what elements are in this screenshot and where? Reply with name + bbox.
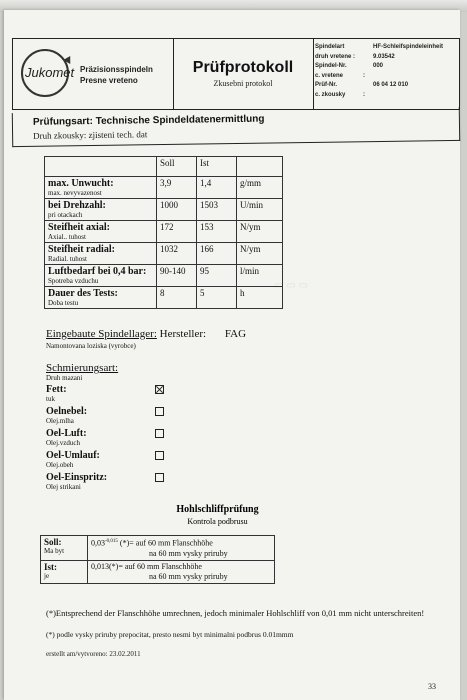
test-type-label: Prüfungsart: Technische Spindeldatenermittlung (32, 113, 265, 128)
test-type-sub: Druh zkousky: zjisteni tech. dat (33, 129, 148, 141)
title-box (173, 39, 314, 109)
hollow-grind-table (40, 535, 275, 584)
lubrication-option-fett: Fett: tuk (46, 384, 286, 403)
checkbox-icon[interactable] (155, 473, 164, 482)
checkbox-icon[interactable] (155, 407, 164, 416)
document-sheet (4, 10, 460, 700)
lubrication-option-oelnebel: Oelnebel: Olej.mlha (46, 406, 286, 425)
hollow-grind-title: Hohlschliffprüfung (176, 504, 259, 515)
meta-row: druh vretene : 9.03542 (315, 53, 395, 60)
logo-line1: Präzisionsspindeln (80, 65, 153, 74)
col-soll: Soll (157, 157, 197, 177)
hollow-grind-row-ist: Ist: je 0,013(*)= auf 60 mm Flanschhöhe na 60 mm vysky priruby (41, 560, 275, 583)
footnote-cz: (*) podle vysky priruby prepocitat, presto nesmi byt minimalni podbrus 0.01mmm (46, 630, 294, 639)
col-ist: Ist (197, 157, 237, 177)
spec-row: Steifheit axial: Axial.. tuhost 172 153 N/ym (45, 221, 283, 243)
lubrication-option-oel-luft: Oel-Luft: Olej.vzduch (46, 428, 286, 447)
bearings-label: Eingebaute Spindellager: (46, 328, 157, 340)
checkbox-icon[interactable] (155, 429, 164, 438)
meta-row: c. zkousky : (315, 91, 365, 98)
spec-row: max. Unwucht: max. nevyvazenost 3,9 1,4 g/mm (45, 177, 283, 199)
spec-table (44, 156, 283, 309)
page-number: 33 (428, 682, 436, 691)
created-date: erstellt am/vytvoreno: 23.02.2011 (46, 650, 141, 658)
lubrication-section (46, 362, 119, 491)
spindle-bearings (46, 328, 247, 350)
document-title: Prüfprotokoll (192, 59, 294, 76)
meta-row: c. vretene : (315, 72, 365, 79)
spec-row: Steifheit radial: Radial. tuhost 1032 166 N/ym (45, 243, 283, 265)
bleed-through: ▭ ▭ ▭ (274, 280, 308, 291)
spec-row: bei Drehzahl: pri otackach 1000 1503 U/min (45, 199, 283, 221)
lubrication-option-oel-einspritz: Oel-Einspritz: Olej strikani (46, 472, 286, 491)
spec-row: Dauer des Tests: Doba testu 8 5 h (45, 287, 283, 309)
lubrication-sub: Druh mazani (46, 374, 83, 382)
test-type-box (12, 107, 460, 147)
lubrication-option-oel-umlauf: Oel-Umlauf: Olej.obeh (46, 450, 286, 469)
bearings-sub: Namontovana loziska (vyrobce) (46, 342, 136, 350)
document-header (12, 38, 460, 110)
checkbox-checked-icon[interactable] (155, 385, 164, 394)
spindle-meta (315, 43, 459, 100)
hollow-grind-row-soll: Soll: Ma byt $0,03^{-0,015}$ (*)= auf 60 mm Flanschhöhe na 60 mm vysky priruby (41, 536, 275, 561)
hollow-grind-sub: Kontrola podbrusu (187, 517, 248, 526)
manufacturer-label: Hersteller: (159, 328, 207, 340)
company-logo (13, 39, 174, 109)
meta-row: Spindelart HF-Schleifspindeleinheit (315, 44, 444, 50)
spec-header-row (45, 157, 283, 177)
document-title-sub: Zkusebni protokol (213, 79, 273, 88)
logo-line2: Presne vreteno (80, 76, 138, 85)
logo-brand: Jukomet (25, 65, 75, 80)
spec-row: Luftbedarf bei 0,4 bar: Spotreba vzduchu 90-140 95 l/min (45, 265, 283, 287)
lubrication-title: Schmierungsart: (46, 362, 119, 374)
meta-row: Spindel-Nr. 000 (315, 63, 384, 69)
meta-row: Prüf-Nr. 06 04 12 010 (315, 82, 409, 88)
footnote-de: (*)Entsprechend der Flanschhöhe umrechnen, jedoch minimaler Hohlschliff von 0,01 mm nicht unterschreiten! (46, 608, 425, 618)
checkbox-icon[interactable] (155, 451, 164, 460)
manufacturer-value: FAG (224, 328, 247, 340)
